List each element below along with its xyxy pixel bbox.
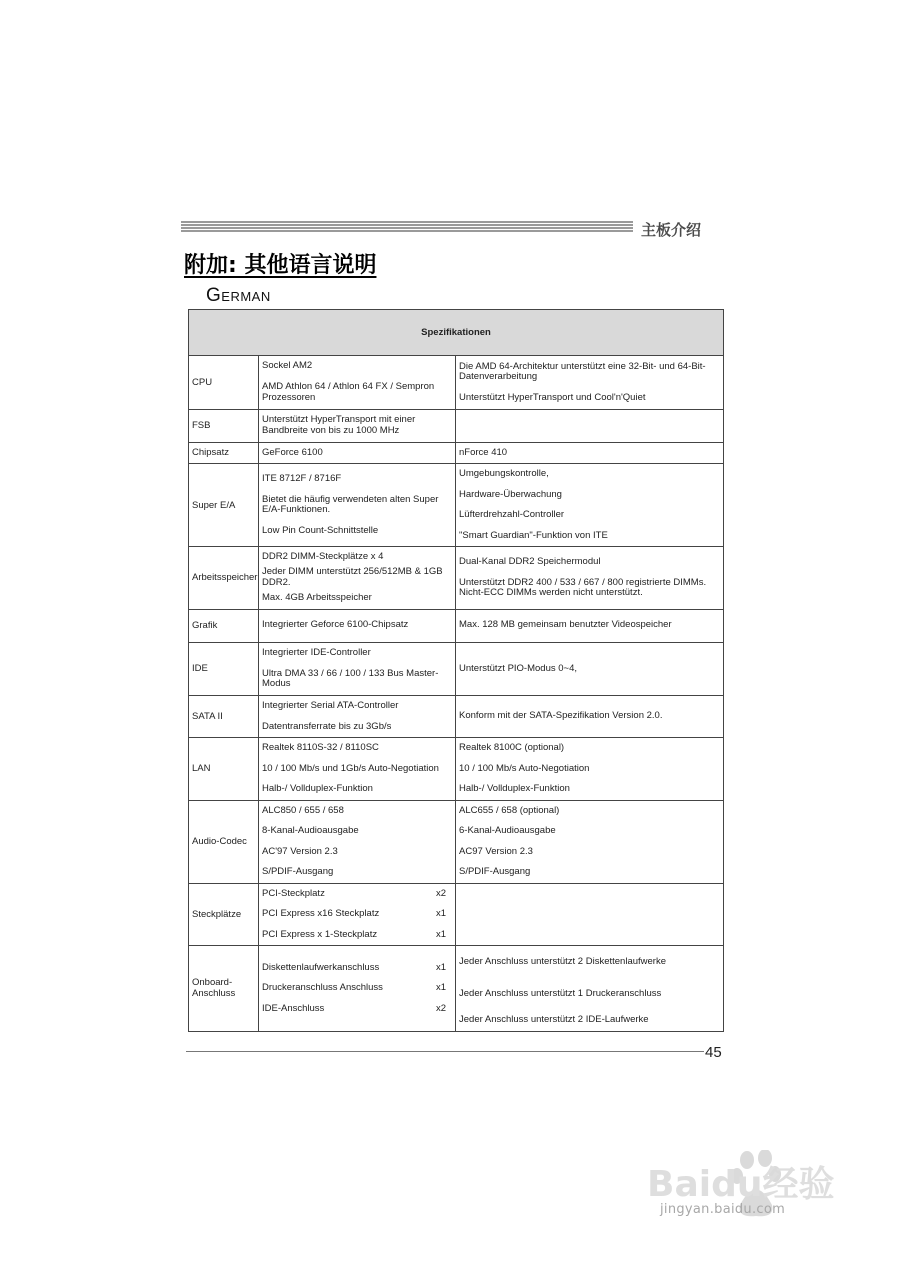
spec-line: [459, 701, 720, 733]
spec-line-text: Unterstützt DDR2 400 / 533 / 667 / 800 registrierte DIMMs. Nicht-ECC DIMMs werden nicht unterstützt.: [459, 576, 707, 598]
spec-line-text: Unterstützt PIO-Modus 0~4,: [459, 662, 578, 674]
spec-line-text: Diskettenlaufwerkanschluss: [262, 961, 380, 973]
spec-line-text: S/PDIF-Ausgang: [459, 866, 531, 877]
spec-line-text: 10 / 100 Mb/s und 1Gb/s Auto-Negotiation: [262, 762, 439, 774]
spec-line-text: Realtek 8110S-32 / 8110SC: [262, 742, 379, 753]
spec-line-quantity: x1: [435, 961, 446, 973]
spec-line-text: Integrierter Geforce 6100-Chipsatz: [262, 619, 409, 631]
spec-category: FSB: [189, 409, 259, 442]
spec-detail-cell: [456, 356, 724, 410]
spec-line: [262, 821, 452, 842]
spec-line: [459, 388, 720, 409]
spec-category: Arbeitsspeicher: [189, 547, 259, 610]
spec-line-text: PCI Express x 1-Steckplatz: [262, 928, 378, 940]
table-row: [189, 409, 724, 442]
spec-category: Onboard-Anschluss: [189, 946, 259, 1032]
spec-line: [262, 779, 452, 800]
spec-feature-cell: [259, 738, 456, 801]
table-row: [189, 547, 724, 610]
spec-feature-cell: [259, 883, 456, 946]
spec-line: [459, 978, 720, 1010]
spec-line: [262, 862, 452, 883]
spec-line: [459, 464, 720, 485]
spec-category: CPU: [189, 356, 259, 410]
section-header-label: 主板介绍: [641, 221, 702, 239]
spec-line-text: Integrierter Serial ATA-Controller: [262, 700, 399, 711]
spec-line-text: AMD Athlon 64 / Athlon 64 FX / Sempron Prozessoren: [262, 381, 435, 403]
spec-line: [262, 801, 452, 822]
spec-line: [262, 568, 452, 589]
spec-line-text: ALC655 / 658 (optional): [459, 804, 560, 816]
spec-line-text: nForce 410: [459, 446, 508, 458]
spec-category: Super E/A: [189, 464, 259, 547]
spec-line-quantity: x2: [435, 1002, 446, 1014]
spec-line: [262, 469, 452, 490]
spec-line-quantity: x1: [435, 928, 446, 940]
spec-line: [262, 377, 452, 409]
spec-line: [459, 779, 720, 800]
spec-line: [262, 547, 452, 568]
spec-line: [262, 759, 452, 780]
table-row: [189, 738, 724, 801]
watermark-brand: Baidu经验: [647, 1164, 835, 1205]
spec-category: Audio-Codec: [189, 800, 259, 883]
spec-line-text: DDR2 DIMM-Steckplätze x 4: [262, 551, 384, 562]
spec-line-text: S/PDIF-Ausgang: [262, 866, 334, 877]
page-number: 45: [705, 1044, 722, 1061]
spec-line: [459, 572, 720, 604]
spec-line-text: Max. 128 MB gemeinsam benutzter Videospeicher: [459, 619, 672, 631]
spec-line-text: Integrierter IDE-Controller: [262, 646, 371, 658]
header-stripe-bar: [181, 221, 633, 234]
spec-line-text: Halb-/ Vollduplex-Funktion: [262, 783, 373, 794]
spec-line-quantity: x2: [435, 887, 446, 899]
spec-category: LAN: [189, 738, 259, 801]
spec-line: [262, 410, 452, 442]
spec-line-text: Realtek 8100C (optional): [459, 742, 565, 753]
spec-category: Chipsatz: [189, 442, 259, 464]
spec-feature-cell: [259, 609, 456, 642]
spec-line-text: 8-Kanal-Audioausgabe: [262, 825, 359, 836]
spec-line-text: Die AMD 64-Architektur unterstützt eine 32-Bit- und 64-Bit-Datenverarbeitung: [459, 360, 706, 382]
spec-category: Grafik: [189, 609, 259, 642]
spec-line: [459, 946, 720, 978]
spec-line: [262, 884, 452, 905]
watermark-url: jingyan.baidu.com: [660, 1202, 786, 1217]
spec-line: [459, 356, 720, 388]
spec-line: [459, 659, 720, 680]
spec-line: [459, 759, 720, 780]
table-row: [189, 464, 724, 547]
spec-line: [459, 443, 720, 464]
spec-line-text: PCI-Steckplatz: [262, 887, 325, 899]
spec-line-text: Ultra DMA 33 / 66 / 100 / 133 Bus Master-Modus: [262, 667, 439, 689]
spec-line: [262, 958, 452, 979]
spec-line-text: Bietet die häufig verwendeten alten Super E/A-Funktionen.: [262, 493, 439, 515]
spec-detail-cell: [456, 946, 724, 1032]
spec-line: [459, 610, 720, 642]
spec-feature-cell: [259, 442, 456, 464]
spec-feature-cell: [259, 547, 456, 610]
spec-feature-cell: [259, 464, 456, 547]
spec-line: [262, 521, 452, 542]
spec-line-text: Konform mit der SATA-Spezifikation Version 2.0.: [459, 710, 663, 722]
spec-line-text: Jeder Anschluss unterstützt 2 IDE-Laufwerke: [459, 1014, 649, 1025]
spec-line-text: PCI Express x16 Steckplatz: [262, 908, 380, 919]
table-row: [189, 946, 724, 1032]
spec-line-text: Jeder Anschluss unterstützt 1 Druckeranschluss: [459, 987, 662, 999]
spec-line: [262, 443, 452, 464]
spec-feature-cell: [259, 409, 456, 442]
spec-detail-cell: [456, 883, 724, 946]
spec-line-text: Unterstützt HyperTransport und Cool'n'Quiet: [459, 392, 646, 403]
spec-line-text: Low Pin Count-Schnittstelle: [262, 525, 379, 536]
spec-line-text: Lüfterdrehzahl-Controller: [459, 509, 565, 520]
spec-line-text: Unterstützt HyperTransport mit einer Bandbreite von bis zu 1000 MHz: [262, 414, 416, 436]
spec-line: [262, 717, 452, 738]
spec-line: [262, 999, 452, 1020]
spec-line-text: 10 / 100 Mb/s Auto-Negotiation: [459, 762, 590, 774]
spec-line-text: Druckeranschluss Anschluss: [262, 982, 383, 993]
spec-line: [262, 356, 452, 377]
spec-line-text: 6-Kanal-Audioausgabe: [459, 825, 556, 836]
spec-feature-cell: [259, 946, 456, 1032]
spec-detail-cell: [456, 409, 724, 442]
spec-line-quantity: x1: [435, 982, 446, 993]
table-row: [189, 609, 724, 642]
spec-line: [459, 842, 720, 863]
spec-category: IDE: [189, 642, 259, 696]
spec-line-text: Halb-/ Vollduplex-Funktion: [459, 783, 570, 794]
spec-line: [262, 696, 452, 717]
table-row: [189, 883, 724, 946]
spec-line: [459, 552, 720, 573]
spec-line: [262, 904, 452, 925]
spec-line-text: "Smart Guardian"-Funktion von ITE: [459, 529, 608, 541]
spec-line-text: Max. 4GB Arbeitsspeicher: [262, 592, 372, 603]
spec-detail-cell: [456, 442, 724, 464]
spec-detail-cell: [456, 609, 724, 642]
spec-line: [459, 1010, 720, 1031]
language-heading: German: [206, 285, 271, 306]
spec-line: [262, 738, 452, 759]
spec-line: [262, 615, 452, 636]
spec-detail-cell: [456, 464, 724, 547]
spec-category: Steckplätze: [189, 883, 259, 946]
spec-line-text: Hardware-Überwachung: [459, 488, 562, 500]
table-row: [189, 442, 724, 464]
spec-line-text: AC'97 Version 2.3: [262, 845, 338, 857]
spec-line: [459, 526, 720, 547]
spec-line-text: Datentransferrate bis zu 3Gb/s: [262, 720, 392, 732]
spec-line-text: Jeder Anschluss unterstützt 2 Diskettenlaufwerke: [459, 955, 666, 967]
spec-line-text: ALC850 / 655 / 658: [262, 804, 344, 816]
spec-detail-cell: [456, 800, 724, 883]
spec-detail-cell: [456, 547, 724, 610]
spec-line: [459, 801, 720, 822]
spec-line: [459, 738, 720, 759]
spec-line-text: IDE-Anschluss: [262, 1002, 325, 1014]
spec-feature-cell: [259, 356, 456, 410]
footer-rule: [186, 1051, 704, 1052]
table-row: [189, 356, 724, 410]
spec-detail-cell: [456, 642, 724, 696]
spec-line-text: GeForce 6100: [262, 446, 323, 458]
spec-feature-cell: [259, 800, 456, 883]
spec-line: [262, 643, 452, 664]
spec-line-text: Sockel AM2: [262, 360, 313, 371]
spec-line-text: Umgebungskontrolle,: [459, 468, 549, 479]
table-row: [189, 642, 724, 696]
spec-line: [459, 485, 720, 506]
spec-line: [262, 925, 452, 946]
spec-line-quantity: x1: [435, 908, 446, 919]
spec-line: [262, 588, 452, 609]
spec-line: [262, 489, 452, 521]
spec-feature-cell: [259, 642, 456, 696]
spec-category: SATA II: [189, 696, 259, 738]
spec-detail-cell: [456, 696, 724, 738]
spec-line-text: AC97 Version 2.3: [459, 845, 533, 857]
table-row: [189, 800, 724, 883]
spec-line-text: Dual-Kanal DDR2 Speichermodul: [459, 555, 601, 567]
table-row: [189, 696, 724, 738]
spec-feature-cell: [259, 696, 456, 738]
spec-line: [262, 663, 452, 695]
spec-line: [262, 842, 452, 863]
page-title: 附加: 其他语言说明: [184, 253, 377, 278]
spec-detail-cell: [456, 738, 724, 801]
spec-line-text: Jeder DIMM unterstützt 256/512MB & 1GB DDR2.: [262, 566, 443, 588]
spec-line: [262, 978, 452, 999]
table-heading: Spezifikationen: [189, 310, 724, 356]
spec-line: [459, 821, 720, 842]
spec-line: [459, 862, 720, 883]
spec-line-text: ITE 8712F / 8716F: [262, 472, 342, 484]
spec-line: [459, 505, 720, 526]
specifications-table: [188, 309, 724, 1032]
